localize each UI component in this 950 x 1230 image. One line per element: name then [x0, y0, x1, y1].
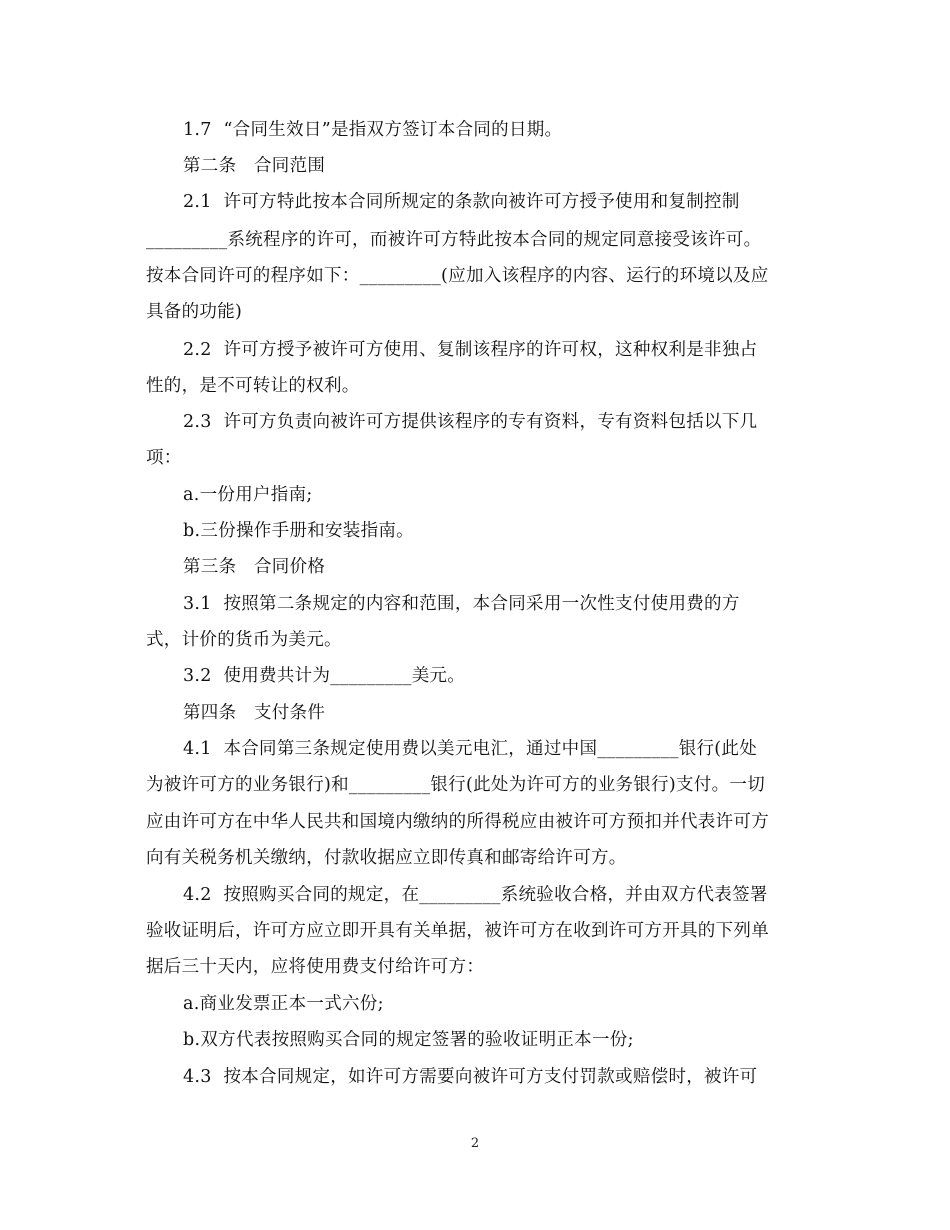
clause-3-1-line-2: 式，计价的货币为美元。 — [146, 630, 342, 650]
clause-2-3-line-2: 项： — [146, 448, 182, 468]
clause-3-1-line-1: 3.1 按照第二条规定的内容和范围，本合同采用一次性支付使用费的方 — [183, 594, 740, 614]
article-2-heading: 第二条 合同范围 — [183, 156, 326, 176]
clause-1-7: 1.7 “合同生效日”是指双方签订本合同的日期。 — [183, 120, 563, 140]
list-item-b-acceptance: b.双方代表按照购买合同的规定签署的验收证明正本一份; — [183, 1030, 634, 1050]
article-4-heading: 第四条 支付条件 — [183, 703, 326, 723]
list-item-b-manuals: b.三份操作手册和安装指南。 — [183, 521, 414, 541]
clause-4-1-line-4: 向有关税务机关缴纳，付款收据应立即传真和邮寄给许可方。 — [146, 848, 627, 868]
clause-4-1-line-1: 4.1 本合同第三条规定使用费以美元电汇，通过中国_________银行(此处 — [183, 739, 758, 759]
clause-4-2-line-1: 4.2 按照购买合同的规定，在_________系统验收合格，并由双方代表签署 — [183, 885, 768, 905]
clause-4-3-line-1: 4.3 按本合同规定，如许可方需要向被许可方支付罚款或赔偿时，被许可 — [183, 1067, 758, 1087]
article-3-heading: 第三条 合同价格 — [183, 557, 326, 577]
clause-2-1-line-4: 具备的功能) — [146, 302, 243, 322]
clause-4-2-line-3: 据后三十天内，应将使用费支付给许可方： — [146, 957, 485, 977]
clause-4-2-line-2: 验收证明后，许可方应立即开具有关单据，被许可方在收到许可方开具的下列单 — [146, 921, 769, 941]
clause-2-1-line-3: 按本合同许可的程序如下：_________(应加入该程序的内容、运行的环境以及应 — [146, 266, 769, 286]
clause-2-1-line-1: 2.1 许可方特此按本合同所规定的条款向被许可方授予使用和复制控制 — [183, 192, 740, 212]
page-number: 2 — [470, 1136, 480, 1151]
clause-2-2-line-1: 2.2 许可方授予被许可方使用、复制该程序的许可权，这种权利是非独占 — [183, 340, 758, 360]
clause-2-2-line-2: 性的，是不可转让的权利。 — [146, 376, 360, 396]
list-item-a-guide: a.一份用户指南; — [183, 485, 313, 505]
clause-4-1-line-2: 为被许可方的业务银行)和_________银行(此处为许可方的业务银行)支付。一切 — [146, 775, 766, 795]
list-item-a-invoice: a.商业发票正本一式六份; — [183, 994, 384, 1014]
clause-2-1-line-2: _________系统程序的许可，而被许可方特此按本合同的规定同意接受该许可。 — [146, 230, 762, 250]
clause-3-2: 3.2 使用费共计为_________美元。 — [183, 666, 466, 686]
clause-2-3-line-1: 2.3 许可方负责向被许可方提供该程序的专有资料，专有资料包括以下几 — [183, 412, 758, 432]
clause-4-1-line-3: 应由许可方在中华人民共和国境内缴纳的所得税应由被许可方预扣并代表许可方 — [146, 812, 769, 832]
